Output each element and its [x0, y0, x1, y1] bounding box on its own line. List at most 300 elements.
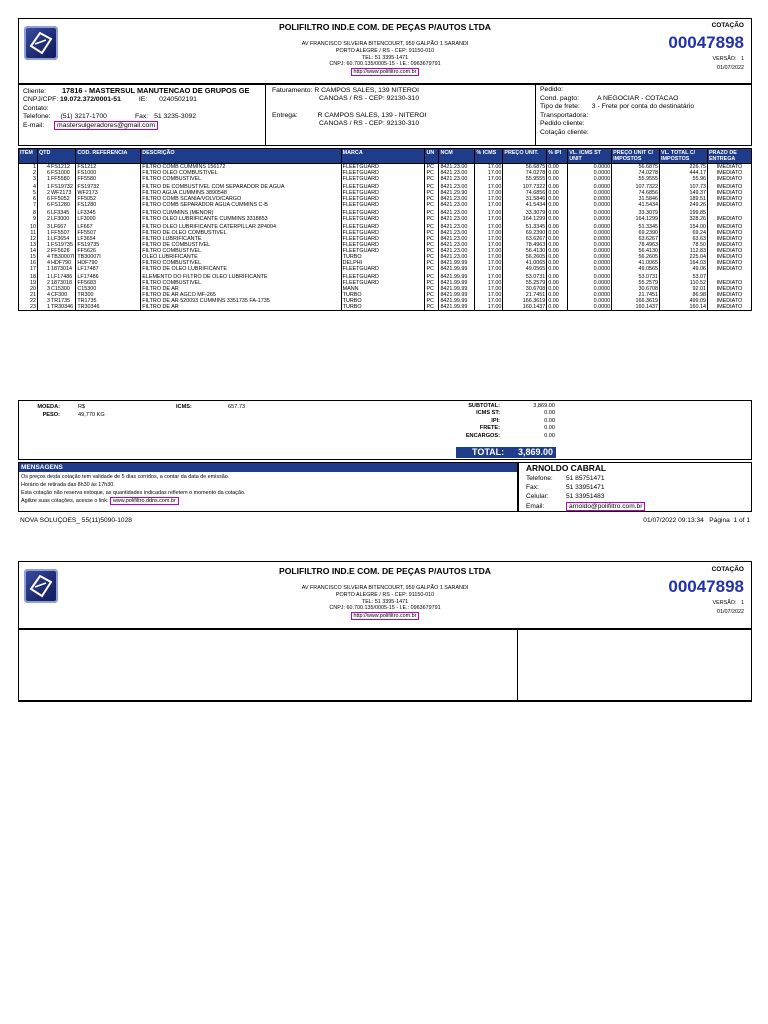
- address-line: CNPJ: 60.700.135/0005-15 - I.E.: 0963679791: [329, 605, 441, 612]
- cell-prazo: IMEDIATO: [707, 304, 751, 311]
- order-info: [540, 86, 750, 138]
- cell-cod-referencia: LF3000: [76, 216, 141, 222]
- cell-descricao: FILTRO DE AR 520093 CUMMINS 3351735 FA-1735: [141, 298, 341, 304]
- cell-preco-imp: 51.3345: [612, 222, 660, 230]
- cell-un: PC: [425, 260, 439, 266]
- cell-prazo: IMEDIATO: [707, 196, 751, 202]
- cell-descricao: FILTRO COMBUSTIVEL: [141, 260, 341, 266]
- website-link[interactable]: http://www.polifiltro.com.br: [351, 68, 420, 76]
- cell-cod-interno: TB30007I: [50, 254, 75, 260]
- cotacao-number-page2: 00047898: [668, 577, 744, 596]
- cell-preco-imp: 31.5846: [612, 196, 660, 202]
- address-line: PORTO ALEGRE / RS - CEP: 91150-010: [335, 591, 435, 598]
- ipi-value: 0.00: [544, 417, 555, 424]
- cell-marca: FLEETGUARD: [341, 190, 425, 196]
- address-line: AV FRANCISCO SILVEIRA BITENCOURT, 959 GALPÃO 1 SARANDI: [301, 41, 469, 47]
- cell-icms: 17.00: [475, 222, 503, 230]
- client-info: [23, 87, 263, 130]
- cell-qtd-value: 1: [46, 266, 50, 272]
- frete-value: 3 - Frete por conta do destinatário: [591, 103, 695, 111]
- cell-un: PC: [425, 248, 439, 254]
- cell-preco-unit: 55.2579: [503, 280, 547, 286]
- cell-qtd-value: 2: [46, 216, 50, 222]
- cell-icms: 17.00: [475, 292, 503, 298]
- cell-un: PC: [425, 182, 439, 190]
- icms-label: ICMS:: [176, 404, 192, 410]
- website-link-page2[interactable]: http://www.polifiltro.com.br: [351, 612, 420, 620]
- cell-ncm: 8421.23.00: [439, 236, 475, 242]
- cell-icms-st: 0.0000: [568, 260, 612, 266]
- cell-un: PC: [425, 298, 439, 304]
- cell-ncm: 8421.23.00: [439, 164, 475, 171]
- transp-label: Transportadora:: [540, 111, 589, 119]
- cell-marca: TURBO: [341, 254, 425, 260]
- cell-preco-imp: 164.1299: [612, 216, 660, 222]
- cell-un: PC: [425, 170, 439, 176]
- cell-un: PC: [425, 164, 439, 171]
- cell-preco-imp: 107.7322: [612, 182, 660, 190]
- cell-icms-st: 0.0000: [568, 242, 612, 248]
- table-row: [19, 304, 752, 311]
- encargos-label: ENCARGOS:: [465, 432, 500, 439]
- cell-descricao: FILTRO OLEO LUBRIFICANTE CUMMINS 3318853: [141, 216, 341, 222]
- cell-icms: 17.00: [475, 230, 503, 236]
- cell-item: 7: [19, 202, 38, 208]
- col-cod-referencia: COD. REFERENCIA: [76, 149, 141, 164]
- cell-descricao: FILTRO DE OLEO COMBUSTIVEL: [141, 230, 341, 236]
- cell-cod-referencia: FF5683: [76, 280, 141, 286]
- cell-descricao: FILTRO DE AR: [141, 304, 341, 311]
- cell-cod-referencia: FF5626: [76, 248, 141, 254]
- cell-ncm: 8421.99.99: [439, 298, 475, 304]
- cell-ipi: 0.00: [547, 242, 568, 248]
- cell-cod-interno: C15300: [50, 286, 70, 292]
- faturamento-line1: R CAMPOS SALES, 139 NITEROI: [314, 87, 419, 94]
- divider: [18, 400, 603, 401]
- cell-cod-interno: FF5052: [50, 196, 70, 202]
- cell-descricao: FILTRO CUMMINS (MENOR): [141, 208, 341, 216]
- cell-cod-interno: LF3654: [50, 236, 70, 242]
- cell-ncm: 8421.23.00: [439, 222, 475, 230]
- cell-icms-st: 0.0000: [568, 272, 612, 280]
- cell-preco-imp: 69.2390: [612, 230, 660, 236]
- cell-preco-unit: 164.1299: [503, 216, 547, 222]
- cell-cod-referencia: FS1280: [76, 202, 141, 208]
- cell-preco-unit: 53.0731: [503, 272, 547, 280]
- cell-prazo: [707, 208, 751, 216]
- cotacao-label-page2: COTAÇÃO: [711, 566, 744, 573]
- cell-cod-interno: 1873018: [50, 280, 72, 286]
- address-line: CNPJ: 60.700.135/0005-15 - I.E.: 0963679791: [329, 61, 441, 68]
- cell-marca: TURBO: [341, 292, 425, 298]
- cell-ncm: 8421.23.00: [439, 208, 475, 216]
- cell-ncm: 8421.99.99: [439, 260, 475, 266]
- icms-st-label: ICMS ST:: [476, 410, 500, 417]
- cell-un: PC: [425, 292, 439, 298]
- cell-icms-st: 0.0000: [568, 170, 612, 176]
- cell-descricao: FILTRO DE COMBUSTIVEL: [141, 242, 341, 248]
- moeda-label: MOEDA:: [37, 404, 60, 410]
- cell-ipi: 0.00: [547, 196, 568, 202]
- cell-cod-referencia: FF5580: [76, 176, 141, 182]
- cell-ncm: 8421.23.00: [439, 230, 475, 236]
- cell-total-imp: 92.01: [660, 286, 708, 292]
- cell-item: 9: [19, 216, 38, 222]
- cell-ncm: 8421.99.99: [439, 266, 475, 272]
- cell-ncm: 8421.23.00: [439, 216, 475, 222]
- cell-icms: 17.00: [475, 266, 503, 272]
- cell-icms-st: 0.0000: [568, 164, 612, 171]
- cell-preco-imp: 56.6875: [612, 164, 660, 171]
- cell-descricao: OLEO LUBRIFICANTE: [141, 254, 341, 260]
- cell-total-imp: 328.26: [660, 216, 708, 222]
- cell-ncm: 8421.99.99: [439, 304, 475, 311]
- cell-un: PC: [425, 196, 439, 202]
- cell-item: 11: [19, 230, 38, 236]
- cell-total-imp: 55.96: [660, 176, 708, 182]
- cell-item: 17: [19, 266, 38, 272]
- cell-item: 20: [19, 286, 38, 292]
- cell-prazo: IMEDIATO: [707, 260, 751, 266]
- cell-icms: 17.00: [475, 260, 503, 266]
- cell-icms: 17.00: [475, 304, 503, 311]
- cell-qtd-value: 6: [46, 196, 50, 202]
- cell-preco-imp: 160.1437: [612, 304, 660, 311]
- versao-value: 1: [741, 600, 744, 606]
- cell-descricao: FILTRO OLEO COMBUSTIVEL: [141, 170, 341, 176]
- cell-icms-st: 0.0000: [568, 236, 612, 242]
- messages-link[interactable]: www.polifiltro.ddns.com.br: [110, 497, 179, 505]
- cell-ipi: 0.00: [547, 202, 568, 208]
- company-address: [220, 41, 550, 76]
- cell-cod-referencia: LF17486: [76, 272, 141, 280]
- col-un: UN: [425, 149, 439, 164]
- cell-cod-referencia: TB30007I: [76, 254, 141, 260]
- cell-preco-unit: 74.6856: [503, 190, 547, 196]
- cell-descricao: FILTRO COMB SCANIA/VOLVO/CARGO: [141, 196, 341, 202]
- cell-ipi: 0.00: [547, 190, 568, 196]
- cell-total-imp: 226.75: [660, 164, 708, 171]
- cell-icms: 17.00: [475, 242, 503, 248]
- table-row: [19, 208, 752, 216]
- cell-preco-imp: 56.2605: [612, 254, 660, 260]
- cell-icms-st: 0.0000: [568, 182, 612, 190]
- col-qtd: QTD: [37, 149, 75, 164]
- cell-preco-imp: 78.4963: [612, 242, 660, 248]
- versao-label: VERSÃO:: [712, 600, 737, 606]
- cell-descricao: ELEMENTO DO FILTRO DE OLEO LUBRIFICANTE: [141, 272, 341, 280]
- cell-qtd-value: 4: [46, 254, 50, 260]
- footer-left: NOVA SOLUÇOES_ 55(11)5090-1028: [20, 517, 132, 524]
- cell-icms-st: 0.0000: [568, 286, 612, 292]
- total-label: TOTAL:: [472, 447, 505, 457]
- cell-total-imp: 149.37: [660, 190, 708, 196]
- col-total-imp: VL. TOTAL C/ IMPOSTOS: [660, 149, 708, 164]
- cell-un: PC: [425, 190, 439, 196]
- cell-marca: FLEETGUARD: [341, 272, 425, 280]
- cell-preco-unit: 33.3079: [503, 208, 547, 216]
- cell-icms: 17.00: [475, 298, 503, 304]
- versao-label: VERSÃO:: [712, 56, 737, 62]
- cell-cod-interno: CF300: [50, 292, 68, 298]
- delivery-info: [272, 87, 532, 129]
- company-logo: [24, 26, 58, 60]
- cell-descricao: FILTRO COMBUSTIVEL: [141, 248, 341, 254]
- cell-item: 5: [19, 190, 38, 196]
- cell-qtd-value: 4: [46, 292, 50, 298]
- cell-ncm: 8421.99.99: [439, 292, 475, 298]
- cell-ipi: 0.00: [547, 272, 568, 280]
- cell-cod-interno: FS19732: [50, 184, 73, 190]
- messages-title: MENSAGENS: [19, 463, 517, 472]
- telefone-label: Telefone:: [23, 113, 51, 121]
- company-name-page2: POLIFILTRO IND.E COM. DE PEÇAS P/AUTOS LTDA: [279, 566, 491, 576]
- cell-cod-referencia: LF667: [76, 222, 141, 230]
- cell-marca: FLEETGUARD: [341, 236, 425, 242]
- cell-descricao: FILTRO DE COMBUSTIVEL COM SEPARADOR DE AGUA: [141, 182, 341, 190]
- cell-icms-st: 0.0000: [568, 190, 612, 196]
- seller-email-label: Email:: [526, 502, 545, 510]
- cell-ipi: 0.00: [547, 260, 568, 266]
- footer-page-label: Página: [709, 517, 730, 524]
- cell-preco-imp: 63.6267: [612, 236, 660, 242]
- cell-cod-interno: LF3345: [50, 210, 70, 216]
- cell-icms-st: 0.0000: [568, 196, 612, 202]
- cell-ncm: 8421.23.00: [439, 242, 475, 248]
- cell-un: PC: [425, 286, 439, 292]
- cell-qtd-value: 1: [46, 230, 50, 236]
- cell-icms: 17.00: [475, 208, 503, 216]
- cell-descricao: FILTRO DE AR: [141, 286, 341, 292]
- cell-cod-referencia: C15300: [76, 286, 141, 292]
- cell-total-imp: 110.52: [660, 280, 708, 286]
- seller-name: ARNOLDO CABRAL: [526, 463, 607, 473]
- cell-un: PC: [425, 216, 439, 222]
- company-address-page2: [220, 585, 550, 620]
- cell-icms-st: 0.0000: [568, 202, 612, 208]
- cell-total-imp: 112.83: [660, 248, 708, 254]
- cell-descricao: FILTRO COMBUSTIVEL: [141, 280, 341, 286]
- col-icms-st: VL. ICMS ST UNIT: [568, 149, 612, 164]
- cell-icms: 17.00: [475, 272, 503, 280]
- cell-marca: FLEETGUARD: [341, 266, 425, 272]
- cell-cod-referencia: FF5052: [76, 196, 141, 202]
- col-item: ITEM: [19, 149, 38, 164]
- cell-prazo: IMEDIATO: [707, 202, 751, 208]
- cell-qtd-value: 1: [46, 274, 50, 280]
- cell-marca: TURBO: [341, 304, 425, 311]
- cell-icms-st: 0.0000: [568, 222, 612, 230]
- cell-cod-referencia: LF3345: [76, 208, 141, 216]
- cell-total-imp: 249.26: [660, 202, 708, 208]
- cell-icms-st: 0.0000: [568, 176, 612, 182]
- cell-marca: FLEETGUARD: [341, 208, 425, 216]
- cell-icms-st: 0.0000: [568, 248, 612, 254]
- cell-prazo: IMEDIATO: [707, 266, 751, 272]
- cell-un: PC: [425, 304, 439, 311]
- cell-preco-unit: 56.4130: [503, 248, 547, 254]
- cell-preco-unit: 56.6875: [503, 164, 547, 171]
- cell-ipi: 0.00: [547, 164, 568, 171]
- subtotal-label: SUBTOTAL:: [468, 403, 500, 409]
- cell-cod-interno: LF17486: [50, 274, 73, 280]
- seller-telefone-value: 51 85751471: [566, 475, 605, 482]
- cell-qtd: [37, 208, 75, 216]
- totals-box: [18, 400, 752, 460]
- col-marca: MARCA: [341, 149, 425, 164]
- cell-qtd-value: 6: [46, 202, 50, 208]
- cell-qtd-value: 2: [46, 190, 50, 196]
- seller-info: [526, 474, 748, 511]
- cell-ncm: 8421.23.00: [439, 196, 475, 202]
- fax-value: 51 3235-3092: [154, 113, 197, 121]
- cell-preco-unit: 51.3345: [503, 222, 547, 230]
- cell-item: 18: [19, 272, 38, 280]
- cell-ncm: 8421.99.99: [439, 286, 475, 292]
- cell-marca: FLEETGUARD: [341, 230, 425, 236]
- cell-ncm: 8421.23.00: [439, 182, 475, 190]
- cell-qtd-value: 1: [46, 184, 50, 190]
- client-email-link[interactable]: mastersulgeradores@gmail.com: [54, 121, 158, 130]
- cell-un: PC: [425, 230, 439, 236]
- cell-prazo: IMEDIATO: [707, 182, 751, 190]
- cell-preco-unit: 74.0278: [503, 170, 547, 176]
- cell-preco-imp: 41.5434: [612, 202, 660, 208]
- message-line: Horário de retirada das 8h30 às 17h30.: [21, 482, 115, 488]
- cell-ipi: 0.00: [547, 216, 568, 222]
- cell-cod-referencia: WF2173: [76, 190, 141, 196]
- cell-prazo: [707, 272, 751, 280]
- cell-cod-referencia: FS1212: [76, 164, 141, 171]
- cell-descricao: FILTRO AGUA CUMMINS 3890548: [141, 190, 341, 196]
- cell-ncm: 8421.99.99: [439, 272, 475, 280]
- cell-prazo: IMEDIATO: [707, 176, 751, 182]
- cell-total-imp: 86.98: [660, 292, 708, 298]
- seller-telefone-label: Telefone:: [526, 475, 553, 482]
- cell-total-imp: 499.09: [660, 298, 708, 304]
- cell-ipi: 0.00: [547, 176, 568, 182]
- icms-st-value: 0.00: [544, 410, 555, 417]
- icms-value: 657.73: [228, 404, 246, 410]
- cell-un: PC: [425, 176, 439, 182]
- cell-qtd: [37, 272, 75, 280]
- company-logo-page2: [24, 569, 58, 603]
- cell-cod-interno: FS1212: [50, 164, 70, 170]
- cell-un: PC: [425, 272, 439, 280]
- cell-cod-referencia: TR30346: [76, 304, 141, 311]
- pedido-cliente-label: Pedido cliente:: [540, 120, 585, 128]
- cell-un: PC: [425, 242, 439, 248]
- cell-prazo: IMEDIATO: [707, 286, 751, 292]
- cell-preco-unit: 166.3619: [503, 298, 547, 304]
- totals-frete-label: FRETE:: [479, 425, 500, 432]
- cell-cod-interno: FS1000: [50, 170, 70, 176]
- versao-page2: [640, 600, 744, 606]
- cell-ncm: 8421.99.99: [439, 280, 475, 286]
- versao-value: 1: [741, 56, 744, 62]
- cell-cod-interno: FS1280: [50, 202, 70, 208]
- footer-right: [560, 517, 750, 524]
- cell-cod-referencia: FF5507: [76, 230, 141, 236]
- cell-marca: FLEETGUARD: [341, 222, 425, 230]
- cell-cod-referencia: FS19735: [76, 242, 141, 248]
- cell-preco-imp: 166.3619: [612, 298, 660, 304]
- cell-item: 15: [19, 254, 38, 260]
- cell-cod-interno: HDF790: [50, 260, 72, 266]
- cnpj-value: 19.072.372/0001-51: [60, 96, 121, 104]
- cell-descricao: FILTRO COMB CUMMINS 156172: [141, 164, 341, 171]
- seller-email-link[interactable]: arnoldo@polifiltro.com.br: [566, 502, 645, 511]
- cell-icms: 17.00: [475, 202, 503, 208]
- cell-total-imp: 63.63: [660, 236, 708, 242]
- cell-item: 3: [19, 176, 38, 182]
- table-header-row: [19, 149, 752, 164]
- cell-marca: FLEETGUARD: [341, 170, 425, 176]
- cell-marca: FLEETGUARD: [341, 176, 425, 182]
- cell-cod-interno: 1873014: [50, 266, 72, 272]
- cell-item: 21: [19, 292, 38, 298]
- cell-qtd-value: 1: [46, 304, 50, 310]
- cell-qtd: [37, 304, 75, 311]
- cell-un: PC: [425, 266, 439, 272]
- cell-item: 23: [19, 304, 38, 311]
- cell-un: PC: [425, 202, 439, 208]
- cell-preco-unit: 69.2390: [503, 230, 547, 236]
- cliente-value: 17816 - MASTERSUL MANUTENCAO DE GRUPOS GE: [61, 87, 250, 95]
- cell-icms: 17.00: [475, 236, 503, 242]
- seller-fax-label: Fax:: [526, 484, 539, 492]
- divider: [535, 84, 536, 146]
- address-line: TEL: 51 3395-1471: [361, 598, 409, 605]
- cell-cod-interno: TR1735: [50, 298, 71, 304]
- cell-prazo: IMEDIATO: [707, 280, 751, 286]
- ie-value: 0240502191: [159, 96, 197, 104]
- ipi-label: IPI:: [491, 417, 500, 424]
- cell-total-imp: 160.14: [660, 304, 708, 311]
- cell-ncm: 8421.23.00: [439, 202, 475, 208]
- cell-icms-st: 0.0000: [568, 304, 612, 311]
- cell-marca: TURBO: [341, 298, 425, 304]
- cell-qtd-value: 4: [46, 260, 50, 266]
- company-name: POLIFILTRO IND.E COM. DE PEÇAS P/AUTOS LTDA: [279, 22, 491, 32]
- cell-marca: FLEETGUARD: [341, 202, 425, 208]
- versao: [640, 56, 744, 62]
- cell-prazo: IMEDIATO: [707, 298, 751, 304]
- email-label: E-mail:: [23, 121, 45, 129]
- cell-total-imp: 164.03: [660, 260, 708, 266]
- moeda-value: R$: [78, 404, 86, 410]
- cell-icms-st: 0.0000: [568, 280, 612, 286]
- total-value: 3,869.00: [517, 447, 553, 457]
- cell-ncm: 8421.23.00: [439, 254, 475, 260]
- entrega-line1: R CAMPOS SALES, 139 - NITEROI: [317, 111, 427, 119]
- cond-label: Cond. pagto:: [540, 94, 579, 102]
- footer-page-value: 1 of 1: [733, 517, 750, 524]
- cell-item: 10: [19, 222, 38, 230]
- cell-qtd-value: 1: [46, 236, 50, 242]
- cell-preco-imp: 74.0278: [612, 170, 660, 176]
- cell-total-imp: 154.00: [660, 222, 708, 230]
- cell-prazo: IMEDIATO: [707, 254, 751, 260]
- header-date-page2: 01/07/2022: [717, 609, 744, 615]
- cell-preco-imp: 49.0565: [612, 266, 660, 272]
- cell-qtd-value: 3: [46, 298, 50, 304]
- messages-body: [21, 473, 516, 505]
- cell-item: 16: [19, 260, 38, 266]
- cell-preco-unit: 31.5846: [503, 196, 547, 202]
- telefone-value: (51) 3217-1700: [60, 113, 107, 121]
- cell-preco-unit: 56.2605: [503, 254, 547, 260]
